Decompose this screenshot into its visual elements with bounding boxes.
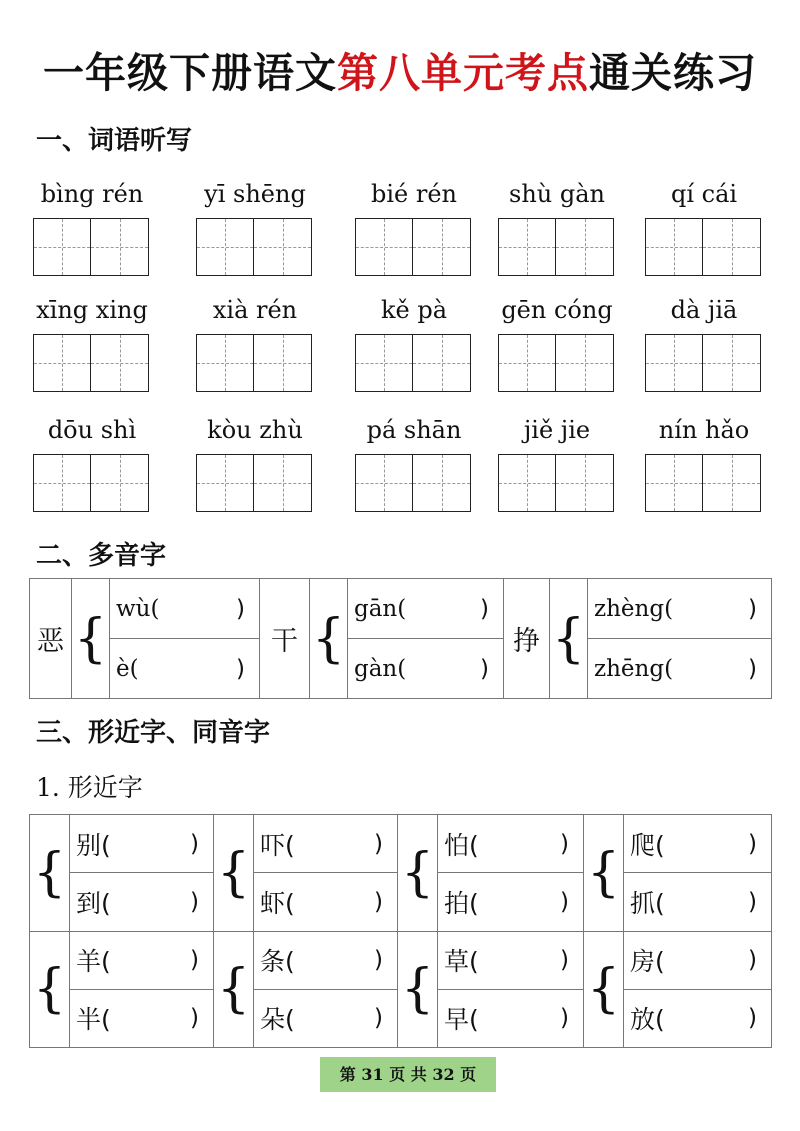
writing-box[interactable] [254,334,312,392]
polyphone-option[interactable]: gàn( ) [348,639,504,699]
polyphone-option[interactable]: gān( ) [348,579,504,639]
polyphone-option[interactable]: è( ) [110,639,260,699]
writing-box[interactable] [355,454,413,512]
writing-box[interactable] [196,454,254,512]
brace-icon: { [30,815,70,932]
polyphone-char: 挣 [504,579,550,699]
similar-char-option[interactable]: 草( ) [438,931,584,989]
pinyin-label: dà jiā [670,296,738,324]
writing-box[interactable] [91,454,149,512]
pinyin-label: shù gàn [509,180,605,208]
pinyin-label: nín hǎo [658,416,750,444]
pinyin-label: dōu shì [47,416,137,444]
polyphone-option[interactable]: zhēng( ) [588,639,772,699]
writing-box[interactable] [355,334,413,392]
pinyin-label: jiě jie [523,416,591,444]
similar-char-option[interactable]: 到( ) [70,873,214,931]
pinyin-label: bié rén [370,180,457,208]
similar-char-option[interactable]: 爬( ) [624,815,772,873]
writing-box[interactable] [413,454,471,512]
brace-icon: { [550,579,588,699]
polyphone-option[interactable]: wù( ) [110,579,260,639]
section3-heading: 三、形近字、同音字 [36,718,271,748]
similar-char-option[interactable]: 别( ) [70,815,214,873]
writing-box[interactable] [498,334,556,392]
writing-box[interactable] [254,454,312,512]
brace-icon: { [310,579,348,699]
brace-icon: { [214,815,254,932]
writing-box[interactable] [91,334,149,392]
writing-box[interactable] [498,218,556,276]
writing-box[interactable] [645,218,703,276]
writing-box[interactable] [556,454,614,512]
similar-char-option[interactable]: 羊( ) [70,931,214,989]
similar-char-option[interactable]: 吓( ) [254,815,398,873]
title-part2: 第八单元考点 [337,49,589,97]
polyphone-char: 恶 [30,579,72,699]
section1-heading: 一、词语听写 [36,126,193,156]
writing-box[interactable] [355,218,413,276]
similar-char-option[interactable]: 抓( ) [624,873,772,931]
writing-box[interactable] [703,334,761,392]
polyphone-table [29,578,772,699]
writing-box[interactable] [556,218,614,276]
page-title [0,40,800,99]
similar-char-option[interactable]: 朵( ) [254,989,398,1047]
writing-box[interactable] [556,334,614,392]
pinyin-label: xià rén [212,296,298,324]
pinyin-label: kòu zhù [207,416,303,444]
brace-icon: { [584,815,624,932]
writing-box[interactable] [703,218,761,276]
brace-icon: { [584,931,624,1048]
similar-char-option[interactable]: 早( ) [438,989,584,1047]
similar-char-option[interactable]: 拍( ) [438,873,584,931]
similar-char-option[interactable]: 房( ) [624,931,772,989]
polyphone-option[interactable]: zhèng( ) [588,579,772,639]
similar-char-option[interactable]: 虾( ) [254,873,398,931]
writing-box[interactable] [413,218,471,276]
polyphone-char: 干 [260,579,310,699]
pinyin-label: yī shēng [204,180,306,208]
similar-char-option[interactable]: 半( ) [70,989,214,1047]
title-part1: 一年级下册语文 [43,49,337,97]
section2-heading: 二、多音字 [36,541,167,571]
writing-box[interactable] [645,454,703,512]
brace-icon: { [30,931,70,1048]
writing-box[interactable] [196,334,254,392]
writing-box[interactable] [196,218,254,276]
title-part3: 通关练习 [589,49,757,97]
page-footer: 第 31 页 共 32 页 [320,1057,496,1092]
writing-box[interactable] [645,334,703,392]
similar-char-option[interactable]: 放( ) [624,989,772,1047]
similar-char-option[interactable]: 怕( ) [438,815,584,873]
writing-box[interactable] [33,218,91,276]
brace-icon: { [398,815,438,932]
brace-icon: { [72,579,110,699]
writing-box[interactable] [33,454,91,512]
similar-char-option[interactable]: 条( ) [254,931,398,989]
writing-box[interactable] [33,334,91,392]
writing-box[interactable] [498,454,556,512]
writing-box[interactable] [413,334,471,392]
pinyin-label: pá shān [366,416,462,444]
writing-box[interactable] [91,218,149,276]
pinyin-label: kě pà [380,296,448,324]
section3-subheading: 1. 形近字 [36,773,143,802]
writing-box[interactable] [254,218,312,276]
pinyin-label: bìng rén [40,180,144,208]
brace-icon: { [398,931,438,1048]
brace-icon: { [214,931,254,1048]
similar-chars-table [29,814,772,1048]
pinyin-label: gēn cóng [501,296,613,324]
pinyin-label: xīng xing [36,296,148,324]
writing-box[interactable] [703,454,761,512]
pinyin-label: qí cái [670,180,738,208]
